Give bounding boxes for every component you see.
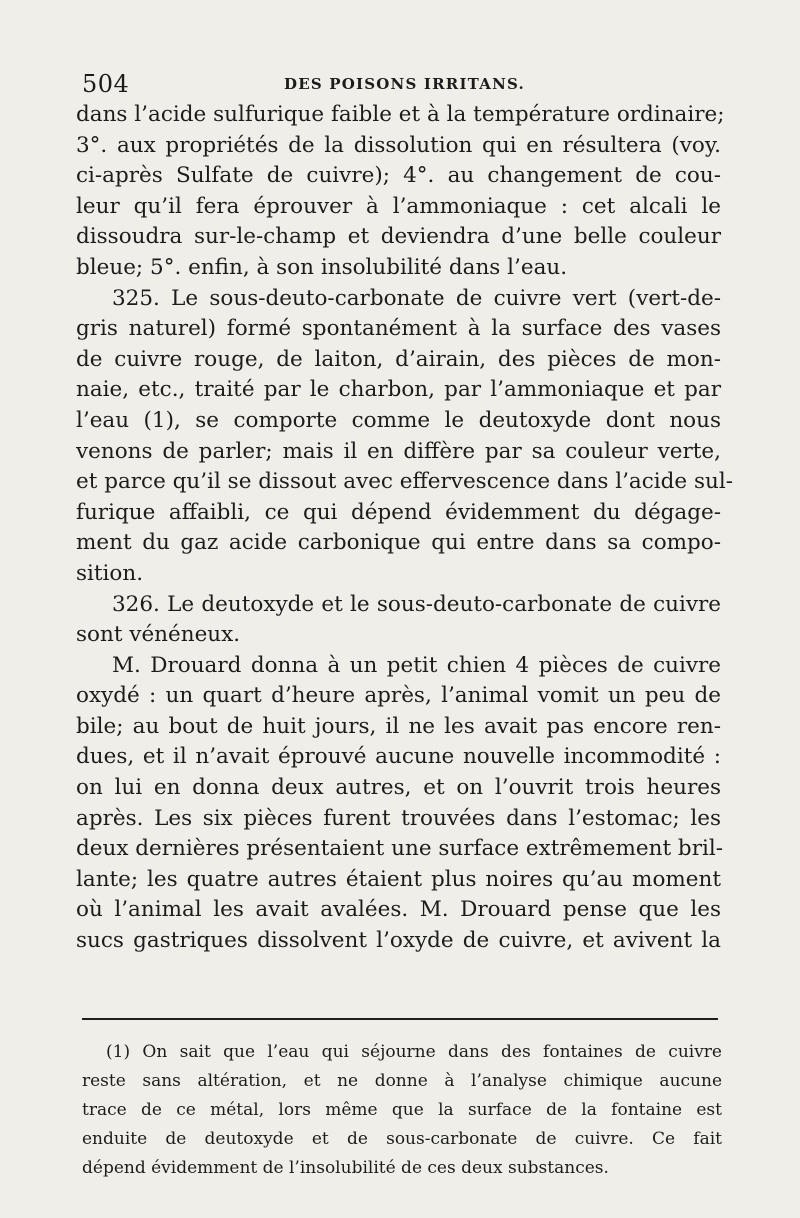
footnote-line: trace de ce métal, lors même que la surface de la fontaine est (82, 1100, 722, 1120)
text-line: deux dernières présentaient une surface extrêmement bril- (76, 836, 723, 862)
footnote-divider (82, 1018, 718, 1020)
running-head: DES POISONS IRRITANS. (284, 75, 525, 93)
page-number: 504 (82, 70, 130, 98)
paragraph-325-start: 325. Le sous-deuto-carbonate de cuivre vert (vert-de- (112, 285, 721, 311)
text-line: et parce qu’il se dissout avec effervescence dans l’acide sul- (76, 469, 734, 495)
text-line: oxydé : un quart d’heure après, l’animal vomit un peu de (76, 683, 721, 709)
text-line: où l’animal les avait avalées. M. Drouard pense que les (76, 897, 721, 923)
text-line: sont vénéneux. (76, 622, 241, 648)
text-line: furique affaibli, ce qui dépend évidemment du dégage- (76, 499, 721, 525)
footnote-line: reste sans altération, et ne donne à l’analyse chimique aucune (82, 1071, 722, 1091)
text-line: dans l’acide sulfurique faible et à la température ordinaire; (76, 102, 725, 127)
text-line: 3°. aux propriétés de la dissolution qui en résultera (voy. (76, 132, 721, 158)
footnote-line: (1) On sait que l’eau qui séjourne dans des fontaines de cuivre (106, 1042, 722, 1062)
text-line: après. Les six pièces furent trouvées dans l’estomac; les (76, 805, 721, 831)
text-line: lante; les quatre autres étaient plus noires qu’au moment (76, 866, 721, 892)
text-line: ment du gaz acide carbonique qui entre dans sa compo- (76, 530, 721, 556)
text-line: on lui en donna deux autres, et on l’ouvrit trois heures (76, 775, 721, 801)
footnote (82, 1038, 722, 1183)
text-line: naie, etc., traité par le charbon, par l’ammoniaque et par (76, 377, 721, 403)
text-line: bleue; 5°. enfin, à son insolubilité dans l’eau. (76, 254, 568, 280)
text-line: bile; au bout de huit jours, il ne les avait pas encore ren- (76, 713, 721, 739)
text-line: ci-après Sulfate de cuivre); 4°. au changement de cou- (76, 163, 721, 189)
text-line: sition. (76, 560, 144, 586)
footnote-line: enduite de deutoxyde et de sous-carbonate de cuivre. Ce fait (82, 1129, 722, 1149)
text-line: dues, et il n’avait éprouvé aucune nouvelle incommodité : (76, 744, 721, 770)
footnote-line: dépend évidemment de l’insolubilité de ces deux substances. (82, 1158, 609, 1178)
paragraph-326-start: 326. Le deutoxyde et le sous-deuto-carbonate de cuivre (112, 591, 721, 617)
page-header (82, 70, 722, 104)
text-line: de cuivre rouge, de laiton, d’airain, des pièces de mon- (76, 346, 721, 372)
text-line: leur qu’il fera éprouver à l’ammoniaque : cet alcali le (76, 193, 721, 219)
text-line: sucs gastriques dissolvent l’oxyde de cuivre, et avivent la (76, 928, 721, 954)
paragraph-drouard-start: M. Drouard donna à un petit chien 4 pièces de cuivre (112, 652, 721, 678)
text-line: venons de parler; mais il en diffère par sa couleur verte, (76, 438, 721, 464)
text-line: dissoudra sur-le-champ et deviendra d’une belle couleur (76, 224, 721, 250)
body-text (76, 100, 734, 957)
text-line: gris naturel) formé spontanément à la surface des vases (76, 316, 721, 342)
text-line: l’eau (1), se comporte comme le deutoxyde dont nous (76, 407, 721, 433)
